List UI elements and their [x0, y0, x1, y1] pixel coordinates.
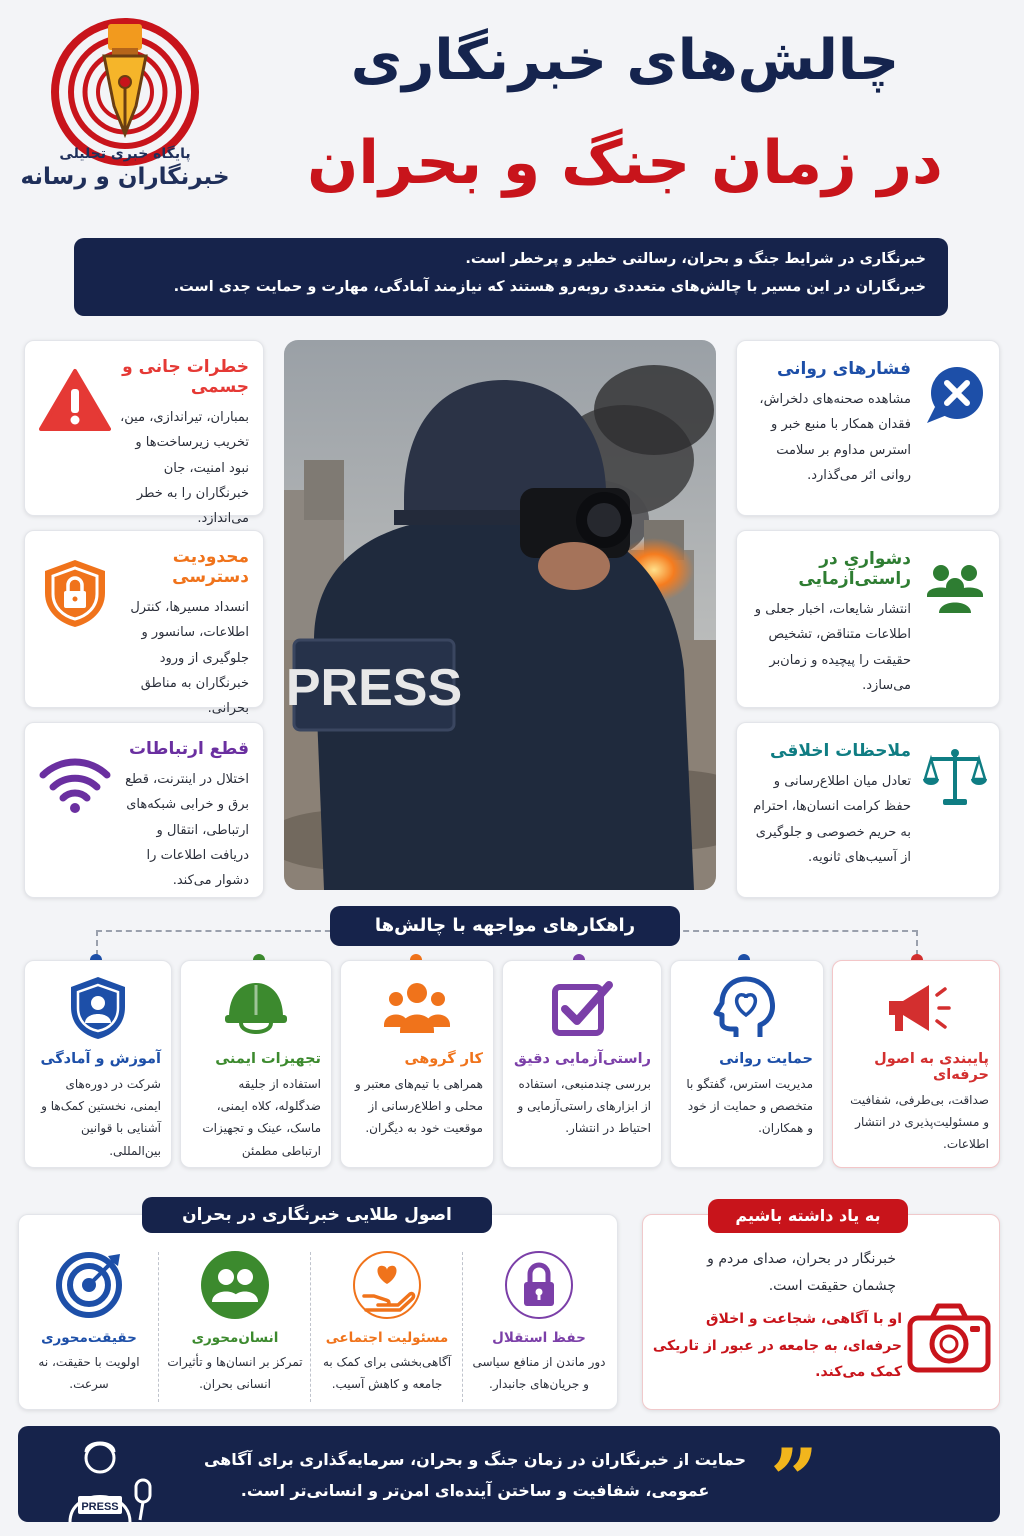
principle-title: حقیقت‌محوری [41, 1330, 137, 1346]
solution-professional-principles [832, 960, 1000, 1168]
connector-drop [916, 930, 918, 956]
pen-nib-target-logo [55, 22, 195, 162]
card-text: اختلال در اینترنت، قطع برق و خرابی شبکه‌های ارتباطی، انتقال و دریافت اطلاعات را دشوار می‌کند. [125, 772, 249, 889]
principle-social-responsibility [318, 1250, 456, 1400]
card-text: انتشار شایعات، اخبار جعلی و اطلاعات متناقض، تشخیص حقیقت را پیچیده و زمان‌بر می‌سازد. [754, 602, 911, 694]
solution-title: حمایت روانی [719, 1051, 813, 1067]
card-physical-danger [24, 340, 264, 527]
principle-text: آگاهی‌بخشی برای کمک به جامعه و کاهش آسیب. [322, 1355, 452, 1391]
connector-drop [96, 930, 98, 956]
card-text: بمباران، تیراندازی، مین، تخریب زیرساخت‌ها و نبود امنیت، جان خبرنگاران را به خطر می‌اندازد. [120, 410, 249, 527]
solution-text: مدیریت استرس، گفتگو با متخصص و حمایت از خود و همکاران. [686, 1077, 813, 1136]
solution-title: آموزش و آمادگی [40, 1051, 161, 1067]
footer-text: حمایت از خبرنگاران در زمان جنگ و بحران، سرمایه‌گذاری برای آگاهی عمومی، شفافیت و ساختن آینده‌ای امن‌تر و انسانی‌تر است. [203, 1450, 746, 1501]
warning-icon [39, 367, 111, 433]
card-access-limit [24, 530, 264, 717]
card-title: ملاحظات اخلاقی [770, 741, 911, 761]
intro-line1: خبرنگاری در شرایط جنگ و بحران، رسالتی خطیر و پرخطر است. [465, 251, 926, 267]
people-icon [200, 1250, 270, 1320]
principle-title: انسان‌محوری [191, 1330, 279, 1346]
principle-human-centric [166, 1250, 304, 1400]
card-text: انسداد مسیرها، کنترل اطلاعات، سانسور و جلوگیری از ورود خبرنگاران به مناطق بحرانی. [130, 600, 249, 717]
hand-heart-icon [352, 1250, 422, 1320]
solution-text: صداقت، بی‌طرفی، شفافیت و مسئولیت‌پذیری در انتشار اطلاعات. [850, 1093, 989, 1152]
intro-line2: خبرنگاران در این مسیر با چالش‌های متعددی روبه‌رو هستند که نیازمند آمادگی، مهارت و حمایت جدی است. [173, 278, 926, 295]
solution-text: استفاده از جلیقه ضدگلوله، کلاه ایمنی، ماسک، عینک و تجهیزات ارتباطی مطمئن [202, 1077, 321, 1158]
solution-safety-equipment [180, 960, 332, 1168]
card-title: محدودیت دسترسی [172, 547, 249, 587]
press-label: PRESS [285, 659, 463, 717]
principle-independence [470, 1250, 608, 1400]
brand-name: خبرنگاران و رسانه [20, 164, 230, 190]
war-journalist-photo [284, 340, 716, 890]
page-title-line1: چالش‌های خبرنگاری [350, 28, 900, 93]
reporter-icon [56, 1432, 166, 1524]
principle-truth-centric [20, 1250, 158, 1400]
remember-highlight: او با آگاهی، شجاعت و اخلاق حرفه‌ای، به جامعه در عبور از تاریکی کمک می‌کند. [652, 1311, 902, 1381]
solution-title: تجهیزات ایمنی [215, 1051, 321, 1067]
divider [310, 1252, 311, 1402]
megaphone-icon [881, 973, 951, 1043]
principle-title: مسئولیت اجتماعی [325, 1330, 449, 1346]
card-title: خطرات جانی و جسمی [122, 357, 249, 397]
solutions-title: راهکارهای مواجهه با چالش‌ها [330, 906, 680, 946]
solution-psychological-support [670, 960, 824, 1168]
card-text: مشاهده صحنه‌های دلخراش، فقدان همکار با منبع خبر و استرس مداوم بر سلامت روانی اثر می‌گذارد. [759, 392, 911, 484]
solution-title: پایبندی به اصول حرفه‌ای [874, 1051, 989, 1083]
card-text: تعادل میان اطلاع‌رسانی و حفظ کرامت انسان‌ها، احترام به حریم خصوصی و جلوگیری از آسیب‌های ثانویه. [753, 774, 911, 866]
card-psychological-pressure [736, 340, 1000, 516]
solution-text: همراهی با تیم‌های معتبر و محلی و اطلاع‌رسانی از موقعیت خود به دیگران. [354, 1077, 483, 1136]
solution-title: راستی‌آزمایی دقیق [514, 1051, 651, 1067]
team-icon [375, 973, 459, 1043]
people-group-icon [923, 553, 987, 617]
principle-text: تمرکز بر انسان‌ها و تأثیرات انسانی بحران. [167, 1355, 303, 1391]
card-verification-difficulty [736, 530, 1000, 708]
wifi-icon [39, 749, 111, 815]
helmet-icon [221, 973, 291, 1043]
card-communication-cut [24, 722, 264, 898]
solution-teamwork [340, 960, 494, 1168]
page-title-line2: در زمان جنگ و بحران [307, 128, 943, 198]
card-ethical-considerations [736, 722, 1000, 898]
remember-text: خبرنگار در بحران، صدای مردم و چشمان حقیقت است. [707, 1251, 896, 1294]
checkbox-icon [547, 973, 617, 1043]
divider [158, 1252, 159, 1402]
brand-subtitle: پایگاه خبری تحلیلی [59, 146, 191, 162]
scales-icon [923, 745, 987, 809]
quote-mark-icon: ” [770, 1430, 819, 1529]
solution-accurate-verification [502, 960, 662, 1168]
solution-text: شرکت در دوره‌های ایمنی، نخستین کمک‌ها و آشنایی با قوانین بین‌المللی. [41, 1077, 161, 1158]
golden-principles-title: اصول طلایی خبرنگاری در بحران [142, 1197, 492, 1233]
solution-title: کار گروهی [404, 1051, 483, 1067]
solution-training [24, 960, 172, 1168]
principle-title: حفظ استقلال [492, 1330, 586, 1346]
divider [462, 1252, 463, 1402]
principle-text: اولویت با حقیقت، نه سرعت. [38, 1355, 140, 1391]
shield-person-icon [63, 973, 133, 1043]
chat-x-icon [923, 363, 987, 427]
head-heart-icon [712, 973, 782, 1043]
camera-icon [906, 1296, 992, 1376]
card-title: دشواری در راستی‌آزمایی [798, 549, 911, 589]
card-title: فشارهای روانی [776, 359, 911, 379]
card-title: قطع ارتباطات [128, 739, 249, 759]
principle-text: دور ماندن از منافع سیاسی و جریان‌های جانبدار. [472, 1355, 606, 1391]
padlock-icon [504, 1250, 574, 1320]
solution-text: بررسی چندمنبعی، استفاده از ابزارهای راستی‌آزمایی و احتیاط در انتشار. [517, 1077, 651, 1136]
shield-lock-icon [39, 557, 111, 629]
remember-title: به یاد داشته باشیم [708, 1199, 908, 1233]
reporter-badge: PRESS [81, 1501, 119, 1513]
intro-banner [74, 238, 948, 316]
target-icon [54, 1250, 124, 1320]
